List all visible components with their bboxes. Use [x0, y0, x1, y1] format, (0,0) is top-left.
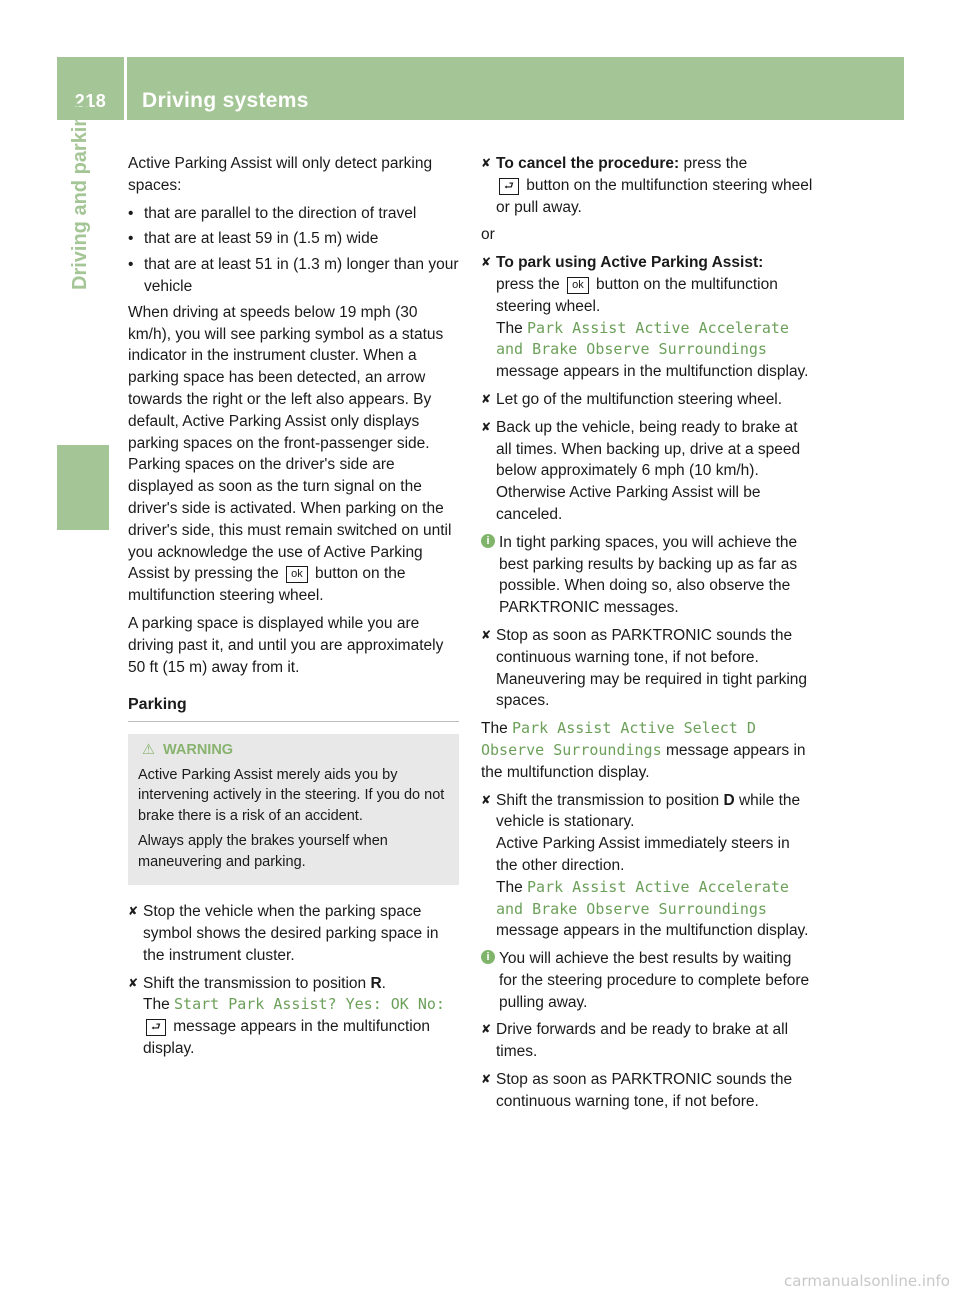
step-text: message appears in the multifunction display. — [496, 922, 809, 940]
watermark: carmanualsonline.info — [784, 1272, 950, 1290]
warning-label: WARNING — [163, 742, 234, 759]
step-arrow-icon: ✘ — [481, 391, 492, 406]
paragraph-text: button on the multifunction steering wheel. — [128, 565, 406, 605]
step-arrow-icon: ✘ — [481, 627, 492, 642]
display-message: Park Assist Active Accelerate — [527, 318, 789, 337]
step-text: press the — [496, 275, 560, 293]
intro-text: Active Parking Assist will only detect parking spaces: — [128, 155, 433, 194]
warning-triangle-icon: ⚠ — [142, 742, 155, 759]
left-column — [128, 153, 459, 1066]
step-arrow-icon: ✘ — [128, 904, 139, 919]
info-note — [481, 948, 813, 1013]
subheading-parking: Parking — [128, 694, 459, 722]
info-note — [481, 532, 813, 619]
section-title: Driving systems — [142, 89, 309, 112]
paragraph-text: When driving at speeds below 19 mph (30 km/h), you will see parking symbol as a status indicator in the instrument cluster. When a parking space has been detected, an arrow towards the right or the left also appears. By default, Active Parking Assist only displays parking spaces on the front-passenger side. Parking spaces on the driver's side are displayed as soon as the turn signal on the driver's side is activated. When parking on the driver's side, this must remain switched on until you acknowledge the use of Active Parking Assist by pressing the — [128, 303, 452, 583]
step-arrow-icon: ✘ — [481, 156, 492, 170]
step-arrow-icon: ✘ — [481, 1072, 492, 1087]
paragraph-display: A parking space is displayed while you are driving past it, and until you are approximately 50 ft (15 m) away from it. — [128, 614, 444, 676]
step-item — [481, 252, 813, 383]
warning-box — [128, 734, 459, 885]
back-key-icon: ⮐ — [499, 178, 519, 195]
side-tab — [57, 102, 109, 290]
step-text: button on the multifunction steering wheel or pull away. — [496, 176, 813, 216]
step-text: Stop the vehicle when the parking space symbol shows the desired parking space in the instrument cluster. — [143, 903, 439, 964]
back-key-icon: ⮐ — [146, 1019, 166, 1036]
step-text: Let go of the multifunction steering wheel. — [496, 390, 783, 408]
step-item — [128, 973, 459, 1060]
step-text: button on the multifunction steering wheel. — [496, 275, 778, 315]
step-text: message appears in the multifunction display. — [496, 363, 809, 381]
step-text: Shift the transmission to position — [496, 791, 720, 809]
warning-title — [138, 740, 449, 761]
step-arrow-icon: ✘ — [481, 255, 492, 270]
info-icon: i — [481, 950, 495, 964]
bullet-item: • that are at least 59 in (1.5 m) wide — [128, 228, 459, 250]
paragraph-indicator — [128, 302, 459, 607]
header-divider — [124, 57, 127, 120]
display-message: and Brake Observe Surroundings — [496, 340, 767, 359]
step-text: Stop as soon as PARKTRONIC sounds the continuous warning tone, if not before. — [496, 1071, 793, 1110]
gear-position: D — [723, 791, 735, 809]
step-text: press the — [683, 155, 748, 172]
display-message: Start Park Assist? Yes: OK No: — [174, 995, 445, 1014]
step-item — [481, 1019, 813, 1063]
ok-key-icon: ok — [567, 277, 589, 294]
bullet-item: • that are parallel to the direction of travel — [128, 203, 459, 225]
info-text: In tight parking spaces, you will achieve the best parking results by backing up as far as possible. When doing so, also observe the PARKTRONIC messages. — [499, 533, 798, 617]
step-text: while the vehicle is stationary. — [496, 791, 801, 831]
info-icon: i — [481, 534, 495, 548]
paragraph-text: The — [481, 720, 508, 738]
gear-position: R — [370, 974, 382, 992]
right-column — [481, 153, 813, 1119]
page-number: 218 — [74, 91, 107, 111]
side-tab-label: Driving and parking — [69, 102, 91, 290]
step-arrow-icon: ✘ — [481, 792, 492, 807]
step-title: To park using Active Parking Assist: — [496, 254, 764, 272]
step-text: The — [496, 878, 523, 896]
step-item — [481, 625, 813, 712]
step-item — [481, 153, 813, 218]
step-text: Shift the transmission to position — [143, 974, 367, 992]
step-text: . — [381, 974, 386, 992]
step-item — [481, 1069, 813, 1113]
step-text: Back up the vehicle, being ready to brake at all times. When backing up, drive at a speed below approximately 6 mph (10 km/h). Otherwise Active Parking Assist will be canceled. — [496, 418, 801, 523]
side-color-block — [57, 445, 109, 530]
step-title: To cancel the procedure: — [496, 155, 680, 172]
display-message: Park Assist Active Accelerate — [527, 877, 789, 896]
bullet-item: • that are at least 51 in (1.3 m) longer than your vehicle — [128, 254, 459, 298]
step-item — [481, 389, 813, 411]
step-text: Drive forwards and be ready to brake at all times. — [496, 1021, 789, 1061]
warning-text: Always apply the brakes yourself when maneuvering and parking. — [138, 833, 388, 870]
display-message: Observe Surroundings — [481, 740, 662, 759]
step-arrow-icon: ✘ — [481, 1022, 492, 1037]
or-text: or — [481, 226, 495, 244]
step-arrow-icon: ✘ — [128, 975, 139, 990]
step-item — [128, 901, 459, 966]
step-item — [481, 790, 813, 943]
display-message: and Brake Observe Surroundings — [496, 899, 767, 918]
step-text: The — [496, 319, 523, 337]
step-text: Stop as soon as PARKTRONIC sounds the continuous warning tone, if not before. Maneuvering may be required in tight parking spaces. — [496, 626, 808, 710]
step-arrow-icon: ✘ — [481, 419, 492, 434]
info-text: You will achieve the best results by waiting for the steering procedure to complete before pulling away. — [499, 950, 810, 1011]
ok-key-icon: ok — [286, 566, 308, 583]
paragraph-text: message appears in the multifunction display. — [481, 741, 806, 781]
step-text: The — [143, 996, 170, 1014]
step-item — [481, 417, 813, 526]
warning-text: Active Parking Assist merely aids you by intervening actively in the steering. If you do not brake there is a risk of an accident. — [138, 766, 445, 824]
paragraph-select — [481, 718, 813, 783]
display-message: Park Assist Active Select D — [512, 719, 756, 738]
step-text: message appears in the multifunction display. — [143, 1018, 430, 1057]
step-text: Active Parking Assist immediately steers in the other direction. — [496, 835, 790, 874]
